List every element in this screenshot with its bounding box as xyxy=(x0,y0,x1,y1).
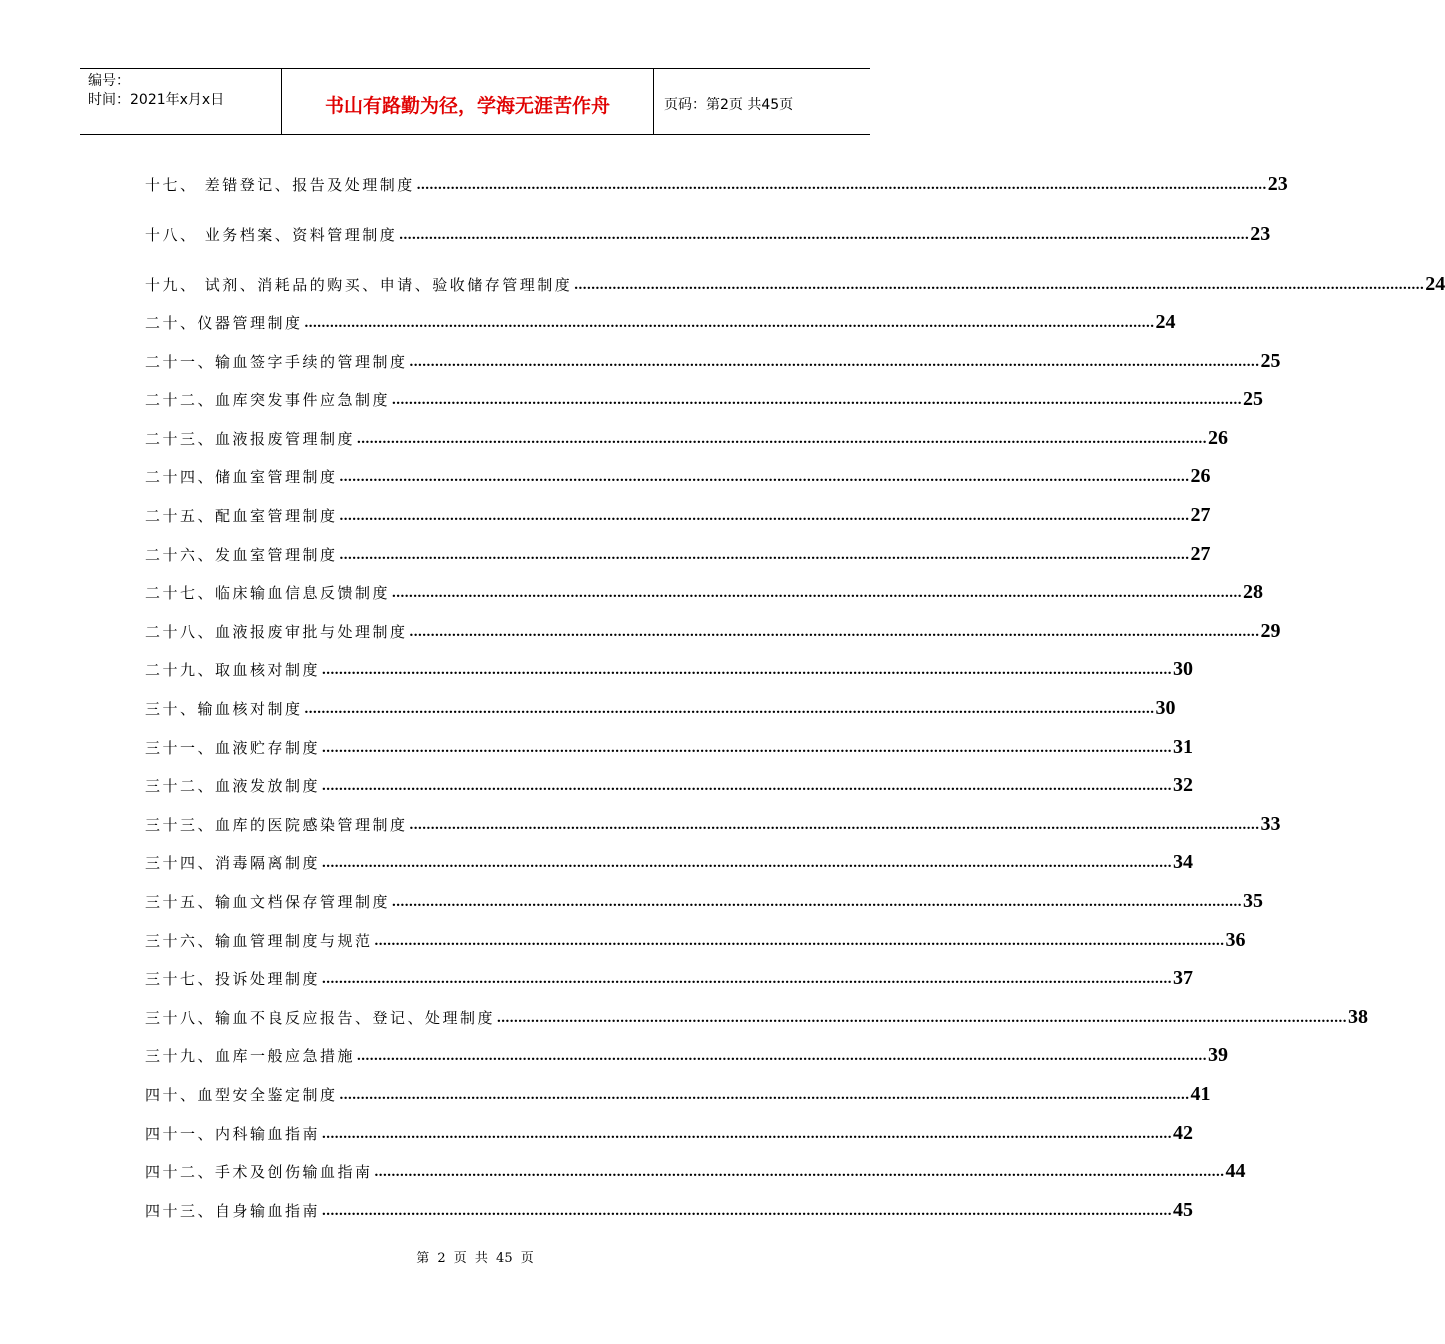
toc-leader-dots: ........................................................................................................................................................................................................ xyxy=(409,353,1260,370)
toc-entry-page: 36 xyxy=(1225,928,1246,951)
toc-leader-dots: ........................................................................................................................................................................................................ xyxy=(322,739,1173,756)
toc-leader-dots: ........................................................................................................................................................................................................ xyxy=(374,1164,1225,1181)
toc-entry-title: 二十三、血液报废管理制度 xyxy=(145,429,356,448)
toc-entry[interactable] xyxy=(145,499,1211,526)
toc-entry[interactable] xyxy=(145,615,1281,642)
toc-entry-page: 38 xyxy=(1348,1005,1369,1028)
toc-entry-title: 二十五、配血室管理制度 xyxy=(145,507,338,525)
code-label: 编号： xyxy=(88,73,130,89)
toc-entry-page: 31 xyxy=(1173,735,1194,758)
toc-entry[interactable] xyxy=(145,460,1211,488)
toc-entry-page: 25 xyxy=(1260,349,1281,372)
toc-entry-page: 35 xyxy=(1243,890,1264,912)
toc-entry-page: 27 xyxy=(1190,504,1211,526)
toc-entry-title: 四十、血型安全鉴定制度 xyxy=(145,1086,338,1104)
toc-entry[interactable] xyxy=(145,268,1445,295)
toc-entry-page: 29 xyxy=(1260,619,1281,642)
toc-leader-dots: ........................................................................................................................................................................................................ xyxy=(322,971,1173,988)
toc-entry[interactable] xyxy=(145,653,1194,681)
toc-entry-title: 二十六、发血室管理制度 xyxy=(145,545,338,564)
toc-leader-dots: ........................................................................................................................................................................................................ xyxy=(416,177,1267,193)
toc-entry[interactable] xyxy=(145,345,1281,372)
toc-entry-page: 33 xyxy=(1260,812,1281,835)
toc-leader-dots: ........................................................................................................................................................................................................ xyxy=(392,585,1243,602)
toc-entry-title: 三十三、血库的医院感染管理制度 xyxy=(145,815,408,834)
toc-leader-dots: ........................................................................................................................................................................................................ xyxy=(357,1048,1208,1065)
toc-entry-title: 三十一、血液贮存制度 xyxy=(145,738,321,757)
toc-entry-page: 30 xyxy=(1155,697,1176,719)
toc-leader-dots: ........................................................................................................................................................................................................ xyxy=(322,1125,1173,1142)
toc-entry-title: 三十七、投诉处理制度 xyxy=(145,970,321,989)
toc-entry[interactable] xyxy=(145,846,1194,874)
toc-leader-dots: ........................................................................................................................................................................................................ xyxy=(392,894,1243,910)
toc-leader-dots: ........................................................................................................................................................................................................ xyxy=(409,816,1260,833)
toc-leader-dots: ........................................................................................................................................................................................................ xyxy=(399,227,1250,243)
toc-entry-title: 二十二、血库突发事件应急制度 xyxy=(145,391,391,410)
toc-entry-page: 27 xyxy=(1190,542,1211,565)
toc-leader-dots: ........................................................................................................................................................................................................ xyxy=(409,623,1260,640)
page-footer: 第 2 页 共 45 页 xyxy=(416,1251,534,1266)
toc-leader-dots: ........................................................................................................................................................................................................ xyxy=(304,315,1155,331)
toc-entry-title: 三十九、血库一般应急措施 xyxy=(145,1047,356,1066)
toc-entry-title: 三十四、消毒隔离制度 xyxy=(145,854,321,873)
toc-entry-title: 二十八、血液报废审批与处理制度 xyxy=(145,622,408,641)
toc-leader-dots: ........................................................................................................................................................................................................ xyxy=(497,1009,1348,1026)
toc-entry[interactable] xyxy=(145,808,1281,835)
time-label: 时间：2021年x月x日 xyxy=(88,92,225,108)
toc-entry[interactable] xyxy=(145,383,1264,411)
toc-leader-dots: ........................................................................................................................................................................................................ xyxy=(339,469,1190,486)
toc-leader-dots: ........................................................................................................................................................................................................ xyxy=(339,546,1190,563)
toc-entry[interactable] xyxy=(145,962,1194,990)
toc-entry[interactable] xyxy=(145,769,1194,797)
toc-entry-title: 三十八、输血不良反应报告、登记、处理制度 xyxy=(145,1008,496,1027)
toc-entry-title: 四十三、自身输血指南 xyxy=(145,1201,321,1220)
header-motto: 书山有路勤为径，学海无涯苦作舟 xyxy=(282,69,654,134)
toc-entry-page: 32 xyxy=(1173,774,1194,797)
toc-entry-page: 23 xyxy=(1267,173,1288,195)
toc-entry-title: 三十、输血核对制度 xyxy=(145,700,303,718)
toc-leader-dots: ........................................................................................................................................................................................................ xyxy=(339,1087,1190,1103)
toc-entry-title: 二十七、临床输血信息反馈制度 xyxy=(145,584,391,603)
page-header xyxy=(80,68,870,135)
toc-entry-page: 37 xyxy=(1173,967,1194,990)
toc-entry[interactable] xyxy=(145,1001,1369,1028)
toc-entry-title: 十九、 试剂、消耗品的购买、申请、验收储存管理制度 xyxy=(145,276,573,294)
toc-entry[interactable] xyxy=(145,885,1264,912)
toc-entry-page: 39 xyxy=(1208,1044,1229,1067)
toc-leader-dots: ........................................................................................................................................................................................................ xyxy=(574,277,1425,293)
toc-leader-dots: ........................................................................................................................................................................................................ xyxy=(304,701,1155,717)
toc-leader-dots: ........................................................................................................................................................................................................ xyxy=(322,778,1173,795)
toc-entry[interactable] xyxy=(145,1117,1194,1144)
toc-leader-dots: ........................................................................................................................................................................................................ xyxy=(322,855,1173,872)
toc-entry-title: 三十五、输血文档保存管理制度 xyxy=(145,893,391,911)
toc-entry[interactable] xyxy=(145,168,1288,195)
toc-entry-page: 26 xyxy=(1208,426,1229,449)
toc-entry-page: 45 xyxy=(1173,1198,1194,1221)
toc-entry[interactable] xyxy=(145,1078,1211,1105)
toc-entry-page: 25 xyxy=(1243,388,1264,411)
toc-entry[interactable] xyxy=(145,1039,1229,1067)
toc-entry-title: 三十六、输血管理制度与规范 xyxy=(145,931,373,950)
toc-entry-page: 24 xyxy=(1155,311,1176,333)
toc-entry-page: 44 xyxy=(1225,1160,1246,1183)
toc-leader-dots: ........................................................................................................................................................................................................ xyxy=(322,1202,1173,1219)
toc-entry-page: 42 xyxy=(1173,1121,1194,1144)
toc-entry[interactable] xyxy=(145,1155,1246,1183)
toc-entry[interactable] xyxy=(145,538,1211,565)
toc-leader-dots: ........................................................................................................................................................................................................ xyxy=(339,508,1190,524)
toc-entry[interactable] xyxy=(145,306,1176,333)
header-meta xyxy=(80,69,282,134)
toc-leader-dots: ........................................................................................................................................................................................................ xyxy=(357,430,1208,447)
toc-entry-title: 四十二、手术及创伤输血指南 xyxy=(145,1163,373,1182)
toc-entry[interactable] xyxy=(145,692,1176,719)
toc-leader-dots: ........................................................................................................................................................................................................ xyxy=(322,662,1173,679)
toc-entry-page: 28 xyxy=(1243,581,1264,604)
toc-entry-title: 十七、 差错登记、报告及处理制度 xyxy=(145,176,415,194)
toc-entry[interactable] xyxy=(145,731,1194,758)
toc-entry[interactable] xyxy=(145,576,1264,604)
toc-entry[interactable] xyxy=(145,924,1246,951)
toc-entry-title: 二十、仪器管理制度 xyxy=(145,314,303,332)
toc-entry-title: 二十一、输血签字手续的管理制度 xyxy=(145,352,408,371)
toc-entry[interactable] xyxy=(145,422,1229,449)
toc-entry-page: 41 xyxy=(1190,1083,1211,1105)
toc-entry-page: 34 xyxy=(1173,851,1194,874)
toc-entry-title: 四十一、内科输血指南 xyxy=(145,1124,321,1143)
toc-entry[interactable] xyxy=(145,218,1271,245)
toc-leader-dots: ........................................................................................................................................................................................................ xyxy=(374,932,1225,949)
toc-entry-title: 三十二、血液发放制度 xyxy=(145,777,321,796)
toc-entry-page: 26 xyxy=(1190,465,1211,488)
toc-entry-page: 24 xyxy=(1425,273,1445,295)
toc-entry-title: 二十四、储血室管理制度 xyxy=(145,468,338,487)
toc-entry[interactable] xyxy=(145,1194,1194,1221)
toc-leader-dots: ........................................................................................................................................................................................................ xyxy=(392,392,1243,409)
toc-entry-title: 二十九、取血核对制度 xyxy=(145,661,321,680)
header-page-info: 页码：第2页 共45页 xyxy=(664,96,794,113)
toc-entry-page: 23 xyxy=(1250,223,1271,245)
toc-entry-title: 十八、 业务档案、资料管理制度 xyxy=(145,226,398,244)
toc-entry-page: 30 xyxy=(1173,658,1194,681)
